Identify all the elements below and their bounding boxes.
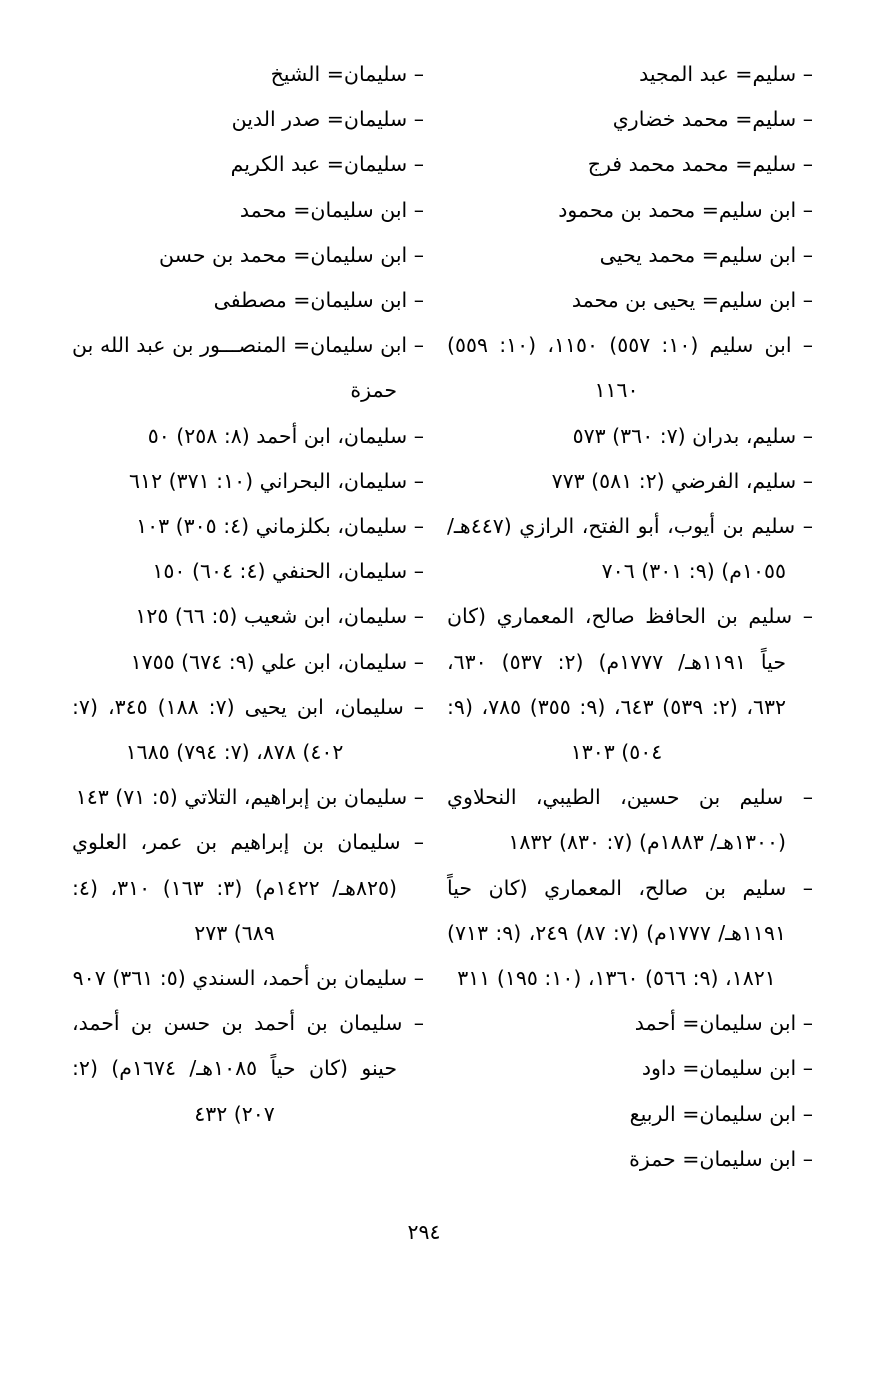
- index-entry: – سليمان بن أحمد، السندي (٥: ٣٦١) ٩٠٧: [72, 966, 424, 991]
- index-entry: – سليم= عبد المجيد: [639, 62, 813, 86]
- index-entry: – سليمان، بكلزماني (٤: ٣٠٥) ١٠٣: [136, 514, 424, 539]
- index-entry: – سليمان= عبد الكريم: [230, 152, 424, 177]
- index-entry: – سليمان بن إبراهيم بن عمر، العلوي (٨٢٥هـ/ ١٤٢٢م) (٣: ١٦٣) ٣١٠، (٤: ٦٨٩) ٢٧٣: [72, 830, 424, 945]
- index-entry: – سليم، الفرضي (٢: ٥٨١) ٧٧٣: [551, 468, 813, 493]
- index-entry: – ابن سليم= محمد بن محمود: [558, 197, 813, 222]
- index-entry: – سليم بن صالح، المعماري (كان حياً ١١٩١هـ/ ١٧٧٧م) (٧: ٨٧) ٢٤٩، (٩: ٧١٣) ١٨٢١، (٩: ٥٦٦) ١٣٦٠، (١٠: ١٩٥) ٣١١: [447, 875, 813, 991]
- index-entry: – ابن سليمان= داود: [641, 1056, 813, 1081]
- index-entry: – سليمان، ابن علي (٩: ٦٧٤) ١٧٥٥: [130, 649, 424, 674]
- index-entry: – سليمان، ابن شعيب (٥: ٦٦) ١٢٥: [135, 604, 424, 629]
- index-entry: – سليم بن أيوب، أبو الفتح، الرازي (٤٤٧هـ/ ١٠٥٥م) (٩: ٣٠١) ٧٠٦: [447, 514, 813, 584]
- index-entry: – ابن سليمان= محمد بن حسن: [158, 242, 424, 267]
- index-entry: – ابن سليمان= حمزة: [629, 1146, 813, 1171]
- index-entry: – سليم= محمد خضاري: [612, 107, 813, 132]
- index-column-left: [72, 52, 424, 1137]
- index-entry: – سليمان، الحنفي (٤: ٦٠٤) ١٥٠: [152, 559, 424, 584]
- index-entry: – سليم= محمد محمد فرج: [587, 152, 813, 177]
- page-number: ٢٩٤: [407, 1220, 441, 1244]
- index-entry: – ابن سليم= محمد يحيى: [599, 242, 813, 267]
- index-entry: – سليم بن حسين، الطيبي، النحلاوي (١٣٠٠هـ/ ١٨٨٣م) (٧: ٨٣٠) ١٨٣٢: [447, 785, 813, 855]
- index-entry: – سليم بن الحافظ صالح، المعماري (كان حياً ١١٩١هـ/ ١٧٧٧م) (٢: ٥٣٧) ٦٣٠، ٦٣٢، (٢: ٥٣٩) ٦٤٣، (٩: ٣٥٥) ٧٨٥، (٩: ٥٠٤) ١٣٠٣: [447, 604, 813, 765]
- index-entry: – ابن سليمان= المنصـــور بن عبد الله بن حمزة: [72, 333, 424, 403]
- index-entry: – سليمان بن أحمد بن حسن بن أحمد، حينو (كان حياً ١٠٨٥هـ/ ١٦٧٤م) (٢: ٢٠٧) ٤٣٢: [72, 1011, 424, 1126]
- index-entry: – سليمان= صدر الدين: [231, 107, 424, 132]
- index-entry: – سليمان، ابن يحيى (٧: ١٨٨) ٣٤٥، (٧: ٤٠٢) ٨٧٨، (٧: ٧٩٤) ١٦٨٥: [72, 694, 425, 765]
- index-entry: – سليمان، ابن أحمد (٨: ٢٥٨) ٥٠: [147, 423, 424, 448]
- index-entry: – ابن سليمان= محمد: [239, 197, 424, 222]
- index-entry: – ابن سليمان= مصطفى: [213, 288, 424, 313]
- index-entry: – ابن سليم (١٠: ٥٥٧) ١١٥٠، (١٠: ٥٥٩) ١١٦٠: [447, 333, 813, 403]
- index-entry: – سليم، بدران (٧: ٣٦٠) ٥٧٣: [572, 423, 813, 448]
- index-entry: – ابن سليم= يحيى بن محمد: [571, 288, 813, 313]
- index-entry: – ابن سليمان= أحمد: [634, 1011, 813, 1036]
- index-column-right: [447, 52, 813, 1182]
- index-entry: – سليمان، البحراني (١٠: ٣٧١) ٦١٢: [129, 468, 424, 493]
- index-entry: – سليمان بن إبراهيم، التلاتي (٥: ٧١) ١٤٣: [75, 785, 424, 810]
- index-entry: – ابن سليمان= الربيع: [629, 1101, 813, 1126]
- index-entry: – سليمان= الشيخ: [270, 62, 424, 86]
